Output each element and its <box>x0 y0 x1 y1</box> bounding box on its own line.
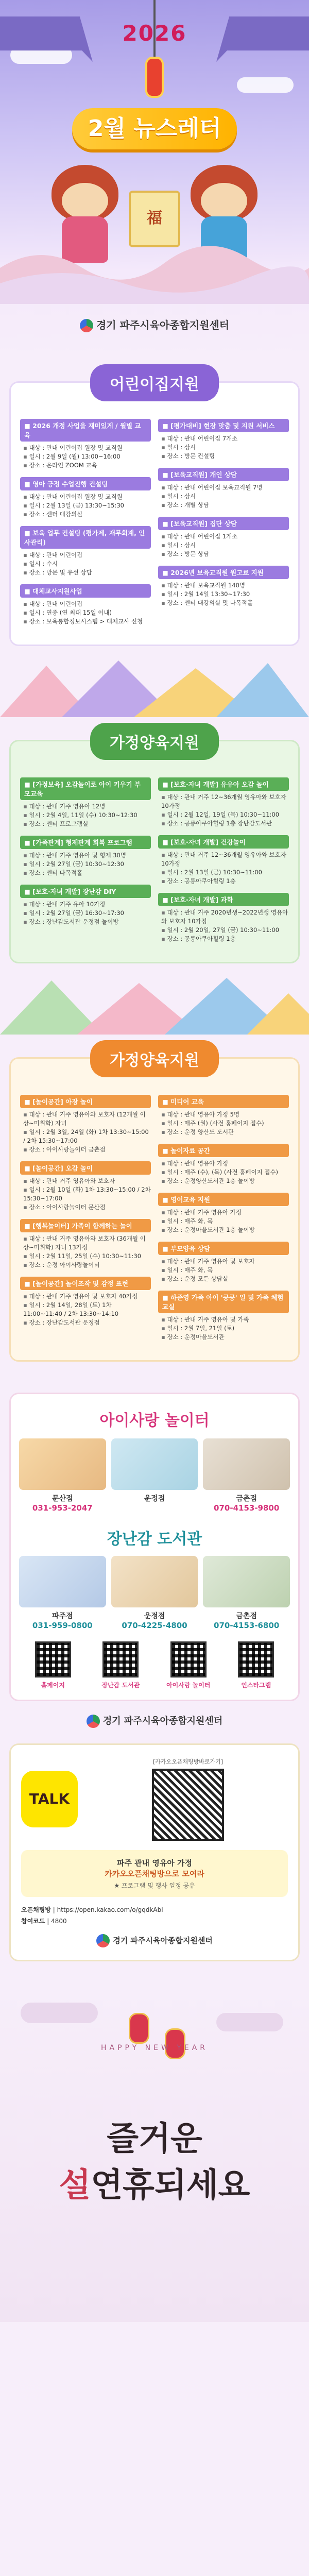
ny-word: 연휴 <box>91 2166 154 2205</box>
mountains-decoration <box>0 655 309 717</box>
program-detail: ▪ 장소 : 운정양산도서관 1층 놀이방 <box>158 1177 289 1185</box>
library-grid <box>19 1556 290 1630</box>
program-title: ■ 대체교사지원사업 <box>20 584 151 598</box>
program-detail: ▪ 일시 : 2월 27일 (금) 16:30~17:30 <box>20 909 151 918</box>
program-detail: ▪ 대상 : 관내 거주 유아 10가정 <box>20 900 151 909</box>
program-detail: ▪ 일시 : 2월 12일, 19일 (목) 10:30~11:00 <box>158 810 289 819</box>
playroom-card <box>111 1438 198 1513</box>
program-item <box>158 468 289 510</box>
program-detail: ▪ 장소 : 운정 양산도 도서관 <box>158 1128 289 1137</box>
program-detail: ▪ 장소 : 방문 컨설팅 <box>158 452 289 461</box>
program-title: ■ [행복놀이터] 가족이 함께하는 놀이 <box>20 1219 151 1232</box>
playroom-card <box>19 1438 106 1513</box>
qr-playroom[interactable] <box>165 1641 212 1689</box>
lantern-icon <box>129 2013 149 2044</box>
library-card <box>203 1556 290 1630</box>
qr-instagram[interactable] <box>233 1641 279 1689</box>
program-detail: ▪ 대상 : 관내 거주 영유아와 보호자 (36개월 이상~미취학) 자녀 13가정 <box>20 1234 151 1252</box>
ny-word: 되세요 <box>154 2166 250 2205</box>
program-item <box>20 477 151 519</box>
program-detail: ▪ 장소 : 센터 다목적홀 <box>20 869 151 877</box>
qr-code-icon <box>170 1641 207 1677</box>
library-photo <box>111 1556 198 1607</box>
section-title: 가정양육지원 <box>90 1040 219 1077</box>
program-detail: ▪ 장소 : 장난감도서관 운정점 놀이방 <box>20 918 151 926</box>
program-item <box>158 1291 289 1342</box>
gift-box: 福 <box>129 191 180 247</box>
program-detail: ▪ 장소 : 공릉아쿠아힐링 1층 <box>158 877 289 886</box>
program-title: ■ 부모양육 상담 <box>158 1242 289 1255</box>
program-item <box>158 1193 289 1234</box>
program-detail: ▪ 대상 : 관내 어린이집 <box>20 551 151 560</box>
program-item <box>158 777 289 828</box>
program-detail: ▪ 장소 : 운정마을도서관 <box>158 1333 289 1342</box>
program-item <box>158 419 289 461</box>
program-detail: ▪ 일시 : 2월 11일, 25일 (수) 10:30~11:30 <box>20 1252 151 1261</box>
program-detail: ▪ 일시 : 상시 <box>158 492 289 501</box>
column-right <box>158 419 289 633</box>
program-detail: ▪ 대상 : 관내 어린이집 <box>20 600 151 608</box>
program-title: ■ 2026년 보육교직원 원고료 지원 <box>158 566 289 579</box>
program-detail: ▪ 장소 : 장난감도서관 운정점 <box>20 1318 151 1327</box>
section-home-parenting-2 <box>9 1052 300 1362</box>
branch-name: 파주점 <box>52 1612 73 1620</box>
qr-code-icon <box>102 1641 139 1677</box>
program-item <box>20 526 151 577</box>
section-daycare-support <box>9 376 300 646</box>
ny-line-1: 즐거운 <box>107 2120 202 2158</box>
hills-decoration <box>0 232 309 304</box>
branch-name: 운정점 <box>144 1495 165 1503</box>
program-title: ■ [보호·자녀 개발] 건강놀이 <box>158 835 289 849</box>
program-detail: ▪ 장소 : 운정 모든 상담실 <box>158 1275 289 1283</box>
program-detail: ▪ 대상 : 관내 거주 영유아와 보호자 (12개월 이상~미취학) 자녀 <box>20 1110 151 1128</box>
column-right <box>158 777 289 951</box>
program-detail: ▪ 장소 : 방문 상담 <box>158 550 289 558</box>
program-detail: ▪ 대상 : 관내 거주 영유아 및 가족 <box>158 1315 289 1324</box>
program-detail: ▪ 대상 : 관내 어린이집 원장 및 교직원 <box>20 493 151 501</box>
program-item <box>158 835 289 886</box>
program-title: ■ [가족관계] 형제관계 회복 프로그램 <box>20 836 151 849</box>
program-detail: ▪ 대상 : 관내 보육교직원 140명 <box>158 581 289 590</box>
library-card <box>111 1556 198 1630</box>
kakao-msg-line: 파주 관내 영유아 가정 <box>116 1858 193 1868</box>
program-detail: ▪ 일시 : 2월 3일, 24일 (화) 1차 13:30~15:00 / 2차 15:30~17:00 <box>20 1128 151 1145</box>
program-detail: ▪ 일시 : 2월 20일, 27일 (금) 10:30~11:00 <box>158 926 289 935</box>
program-detail: ▪ 대상 : 관내 거주 2020년생~2022년생 영유아와 보호자 10가정 <box>158 908 289 926</box>
program-detail: ▪ 대상 : 관내 어린이집 7개소 <box>158 434 289 443</box>
program-detail: ▪ 대상 : 관내 거주 12~36개월 영유아와 보호자 10가정 <box>158 793 289 810</box>
new-year-greeting <box>0 1982 309 2322</box>
program-detail: ▪ 일시 : 2월 14일 13:30~17:30 <box>158 590 289 599</box>
new-year-message <box>0 2116 309 2209</box>
library-photo <box>203 1556 290 1607</box>
kakao-msg-line: 카카오오픈채팅방으로 모여라 <box>105 1869 204 1878</box>
ny-line-2 <box>0 2162 309 2209</box>
program-title: ■ 2026 개정 사업을 재미있게 / 월별 교육 <box>20 419 151 442</box>
playroom-title: 아이사랑 놀이터 <box>99 1412 210 1430</box>
program-detail: ▪ 일시 : 연중 (연 최대 15일 이내) <box>20 608 151 617</box>
program-title: ■ [보호·자녀 개발] 과학 <box>158 893 289 906</box>
program-detail: ▪ 장소 : 운정 아이사랑놀이터 <box>20 1261 151 1269</box>
playroom-photo <box>203 1438 290 1490</box>
qr-homepage[interactable] <box>30 1641 76 1689</box>
column-left <box>20 419 151 633</box>
program-detail: ▪ 일시 : 2월 27일 (금) 10:30~12:30 <box>20 860 151 869</box>
program-item <box>20 836 151 877</box>
column-left <box>20 1095 151 1349</box>
program-detail: ▪ 대상 : 관내 거주 영유아 및 보호자 40가정 <box>20 1292 151 1301</box>
program-title: ■ [놀이공간] 아장 놀이 <box>20 1095 151 1108</box>
program-item <box>20 885 151 926</box>
program-detail: ▪ 대상 : 관내 거주 영유아와 보호자 <box>20 1177 151 1185</box>
program-title: ■ 놀이자료 공간 <box>158 1144 289 1157</box>
program-detail: ▪ 장소 : 보육통합정보시스템 > 대체교사 신청 <box>20 617 151 626</box>
kakao-qr-caption: [카카오오픈채팅방바로가기] <box>152 1758 224 1765</box>
program-detail: ▪ 일시 : 2월 7일, 21일 (토) <box>158 1324 289 1333</box>
org-name-text: 경기 파주시육아종합지원센터 <box>113 1936 213 1945</box>
playroom-photo <box>19 1438 106 1490</box>
program-detail: ▪ 장소 : 센터 대강의실 <box>20 510 151 519</box>
program-detail: ▪ 장소 : 아이사랑놀이터 금촌점 <box>20 1145 151 1154</box>
column-left <box>20 777 151 951</box>
program-detail: ▪ 일시 : 매주 (월) (사전 홈페이지 접수) <box>158 1119 289 1128</box>
lantern-icon <box>145 57 164 98</box>
kakao-link[interactable]: https://open.kakao.com/o/gqdkAbl <box>57 1906 163 1913</box>
program-item <box>20 1219 151 1269</box>
branch-name: 금촌점 <box>236 1612 257 1620</box>
org-name-text: 경기 파주시육아종합지원센터 <box>102 1716 223 1726</box>
branch-phone: 031-959-0800 <box>32 1621 93 1630</box>
org-name-header <box>0 317 309 333</box>
program-item <box>158 893 289 943</box>
qr-code-icon <box>35 1641 71 1677</box>
program-item <box>20 1161 151 1212</box>
program-detail: ▪ 장소 : 방문 및 유선 상담 <box>20 568 151 577</box>
program-item <box>20 584 151 626</box>
org-name-mid <box>0 1714 309 1728</box>
column-right <box>158 1095 289 1349</box>
program-detail: ▪ 대상 : 관내 영유아 가정 <box>158 1159 289 1168</box>
qr-label: 홈페이지 <box>41 1682 65 1689</box>
header-banner <box>0 0 309 361</box>
program-detail: ▪ 일시 : 상시 <box>158 541 289 550</box>
kakao-message-box <box>21 1850 288 1897</box>
section-title: 가정양육지원 <box>90 723 219 760</box>
program-title: ■ [놀이공간] 오감 놀이 <box>20 1161 151 1175</box>
program-title: ■ [평가대비] 현장 맞춤 및 지원 서비스 <box>158 419 289 432</box>
program-item <box>158 1242 289 1283</box>
program-detail: ▪ 대상 : 관내 어린이집 1개소 <box>158 532 289 541</box>
ny-word: 설 <box>59 2166 91 2205</box>
program-detail: ▪ 일시 : 2월 13일 (금) 13:30~15:30 <box>20 501 151 510</box>
program-detail: ▪ 대상 : 관내 어린이집 보육교직원 7명 <box>158 483 289 492</box>
program-title: ■ [보호·자녀 개발] 장난감 DIY <box>20 885 151 898</box>
library-photo <box>19 1556 106 1607</box>
branch-phone: 070-4153-6800 <box>214 1621 280 1630</box>
kakao-pass-label: 참여코드 <box>21 1918 45 1925</box>
program-title: ■ [가정보육] 오감놀이로 아이 키우기 부모교육 <box>20 777 151 800</box>
program-detail: ▪ 대상 : 관내 거주 영유아 및 보호자 <box>158 1257 289 1266</box>
program-detail: ▪ 일시 : 상시 <box>158 443 289 452</box>
program-item <box>20 1277 151 1327</box>
program-detail: ▪ 일시 : 수시 <box>20 560 151 568</box>
newsletter-year: 2026 <box>122 21 187 46</box>
kakaotalk-icon: TALK <box>21 1771 78 1827</box>
program-item <box>20 777 151 828</box>
program-item <box>158 1144 289 1185</box>
venues-panel <box>9 1393 300 1701</box>
org-logo-icon <box>87 1715 100 1728</box>
program-title: ■ 영어교육 지원 <box>158 1193 289 1206</box>
kakao-openchat-panel <box>9 1743 300 1961</box>
program-detail: ▪ 장소 : 공릉아쿠아힐링 1층 장난감도서관 <box>158 819 289 828</box>
branch-phone: 070-4153-9800 <box>214 1503 280 1513</box>
mascot-face <box>62 183 108 219</box>
program-detail: ▪ 장소 : 개별 상담 <box>158 501 289 510</box>
qr-code-icon <box>238 1641 274 1677</box>
program-detail: ▪ 일시 : 매주 (수), (목) (사전 홈페이지 접수) <box>158 1168 289 1177</box>
qr-label: 인스타그램 <box>241 1682 271 1689</box>
branch-phone: 070-4225-4800 <box>122 1621 187 1630</box>
playroom-photo <box>111 1438 198 1490</box>
branch-phone: 031-953-2047 <box>32 1503 93 1513</box>
program-title: ■ 미디어 교육 <box>158 1095 289 1108</box>
mountains-decoration <box>0 973 309 1035</box>
program-detail: ▪ 일시 : 2월 13일 (금) 10:30~11:00 <box>158 868 289 877</box>
program-detail: ▪ 장소 : 아이사랑놀이터 문산점 <box>20 1203 151 1212</box>
playroom-grid <box>19 1438 290 1513</box>
cloud-decoration <box>237 77 294 93</box>
newsletter-title: 2월 뉴스레터 <box>72 108 237 149</box>
section-title: 어린이집지원 <box>90 364 219 401</box>
kakao-pass: 4800 <box>51 1918 67 1925</box>
kakao-qr-code-icon[interactable] <box>152 1769 224 1841</box>
program-detail: ▪ 대상 : 관내 거주 영유아 12명 <box>20 802 151 811</box>
program-detail: ▪ 대상 : 관내 거주 영유아 및 형제 30명 <box>20 851 151 860</box>
cloud-decoration <box>216 2013 283 2031</box>
program-detail: ▪ 장소 : 공릉아쿠아힐링 1층 <box>158 935 289 943</box>
program-title: ■ 하준영 가족 아이 '쿵쿵' 일 및 가족 체험교실 <box>158 1291 289 1313</box>
library-title: 장난감 도서관 <box>107 1530 202 1548</box>
program-title: ■ 영아 긍정 수업진행 컨설팅 <box>20 477 151 490</box>
program-detail: ▪ 대상 : 관내 영유아 가정 5명 <box>158 1110 289 1119</box>
org-logo-icon <box>96 1934 110 1947</box>
org-logo-icon <box>80 319 93 332</box>
program-detail: ▪ 대상 : 관내 거주 영유아 가정 <box>158 1208 289 1217</box>
program-detail: ▪ 장소 : 센터 프로그램실 <box>20 820 151 828</box>
section-home-parenting-1 <box>9 734 300 963</box>
qr-links-row <box>19 1641 290 1689</box>
program-title: ■ [보육교직원] 집단 상담 <box>158 517 289 530</box>
cloud-decoration <box>21 2003 98 2023</box>
library-card <box>19 1556 106 1630</box>
new-year-english: HAPPY NEW YEAR <box>101 2044 208 2052</box>
org-name-text: 경기 파주시육아종합지원센터 <box>96 318 230 331</box>
program-title: ■ [보호·자녀 개발] 유유아 오감 놀이 <box>158 777 289 791</box>
program-detail: ▪ 일시 : 2월 10일 (화) 1차 13:30~15:00 / 2차 15:30~17:00 <box>20 1185 151 1203</box>
kakao-info: 오픈채팅방 | https://open.kakao.com/o/gqdkAbl 참여코드 | 4800 <box>21 1906 163 1925</box>
program-detail: ▪ 장소 : 온라인 ZOOM 교육 <box>20 461 151 470</box>
program-detail: ▪ 일시 : 2월 9일 (월) 13:00~16:00 <box>20 452 151 461</box>
program-detail: ▪ 일시 : 매주 화, 목 <box>158 1217 289 1226</box>
playroom-card <box>203 1438 290 1513</box>
branch-name: 운정점 <box>144 1612 165 1620</box>
program-detail: ▪ 장소 : 센터 대강의실 및 다목적홀 <box>158 599 289 607</box>
program-item <box>20 1095 151 1154</box>
kakao-link-label: 오픈채팅방 <box>21 1906 51 1913</box>
qr-label: 아이사랑 놀이터 <box>166 1682 211 1689</box>
program-detail: ▪ 일시 : 매주 화, 목 <box>158 1266 289 1275</box>
branch-name: 문산점 <box>52 1495 73 1503</box>
branch-name: 금촌점 <box>236 1495 257 1503</box>
mascot-face <box>201 183 247 219</box>
program-item <box>158 517 289 558</box>
program-item <box>158 566 289 607</box>
program-detail: ▪ 장소 : 운정마을도서관 1층 놀이방 <box>158 1226 289 1234</box>
program-detail: ▪ 일시 : 2월 4일, 11일 (수) 10:30~12:30 <box>20 811 151 820</box>
program-detail: ▪ 일시 : 2월 14일, 28일 (토) 1차 11:00~11:40 / 2차 13:30~14:10 <box>20 1301 151 1318</box>
kakao-msg-line: ★ 프로그램 및 행사 일정 공유 <box>114 1882 195 1889</box>
program-detail: ▪ 대상 : 관내 거주 12~36개월 영유아와 보호자 10가정 <box>158 851 289 868</box>
qr-label: 장난감 도서관 <box>101 1682 140 1689</box>
program-title: ■ 보육 업무 컨설팅 (평가제, 재무회계, 인사관리) <box>20 526 151 549</box>
qr-toy-library[interactable] <box>97 1641 144 1689</box>
program-item <box>158 1095 289 1137</box>
program-detail: ▪ 대상 : 관내 어린이집 원장 및 교직원 <box>20 444 151 452</box>
org-name-kakao <box>21 1934 288 1947</box>
program-item <box>20 419 151 470</box>
program-title: ■ [놀이공간] 놀이조작 및 감정 표현 <box>20 1277 151 1290</box>
program-title: ■ [보육교직원] 개인 상담 <box>158 468 289 481</box>
